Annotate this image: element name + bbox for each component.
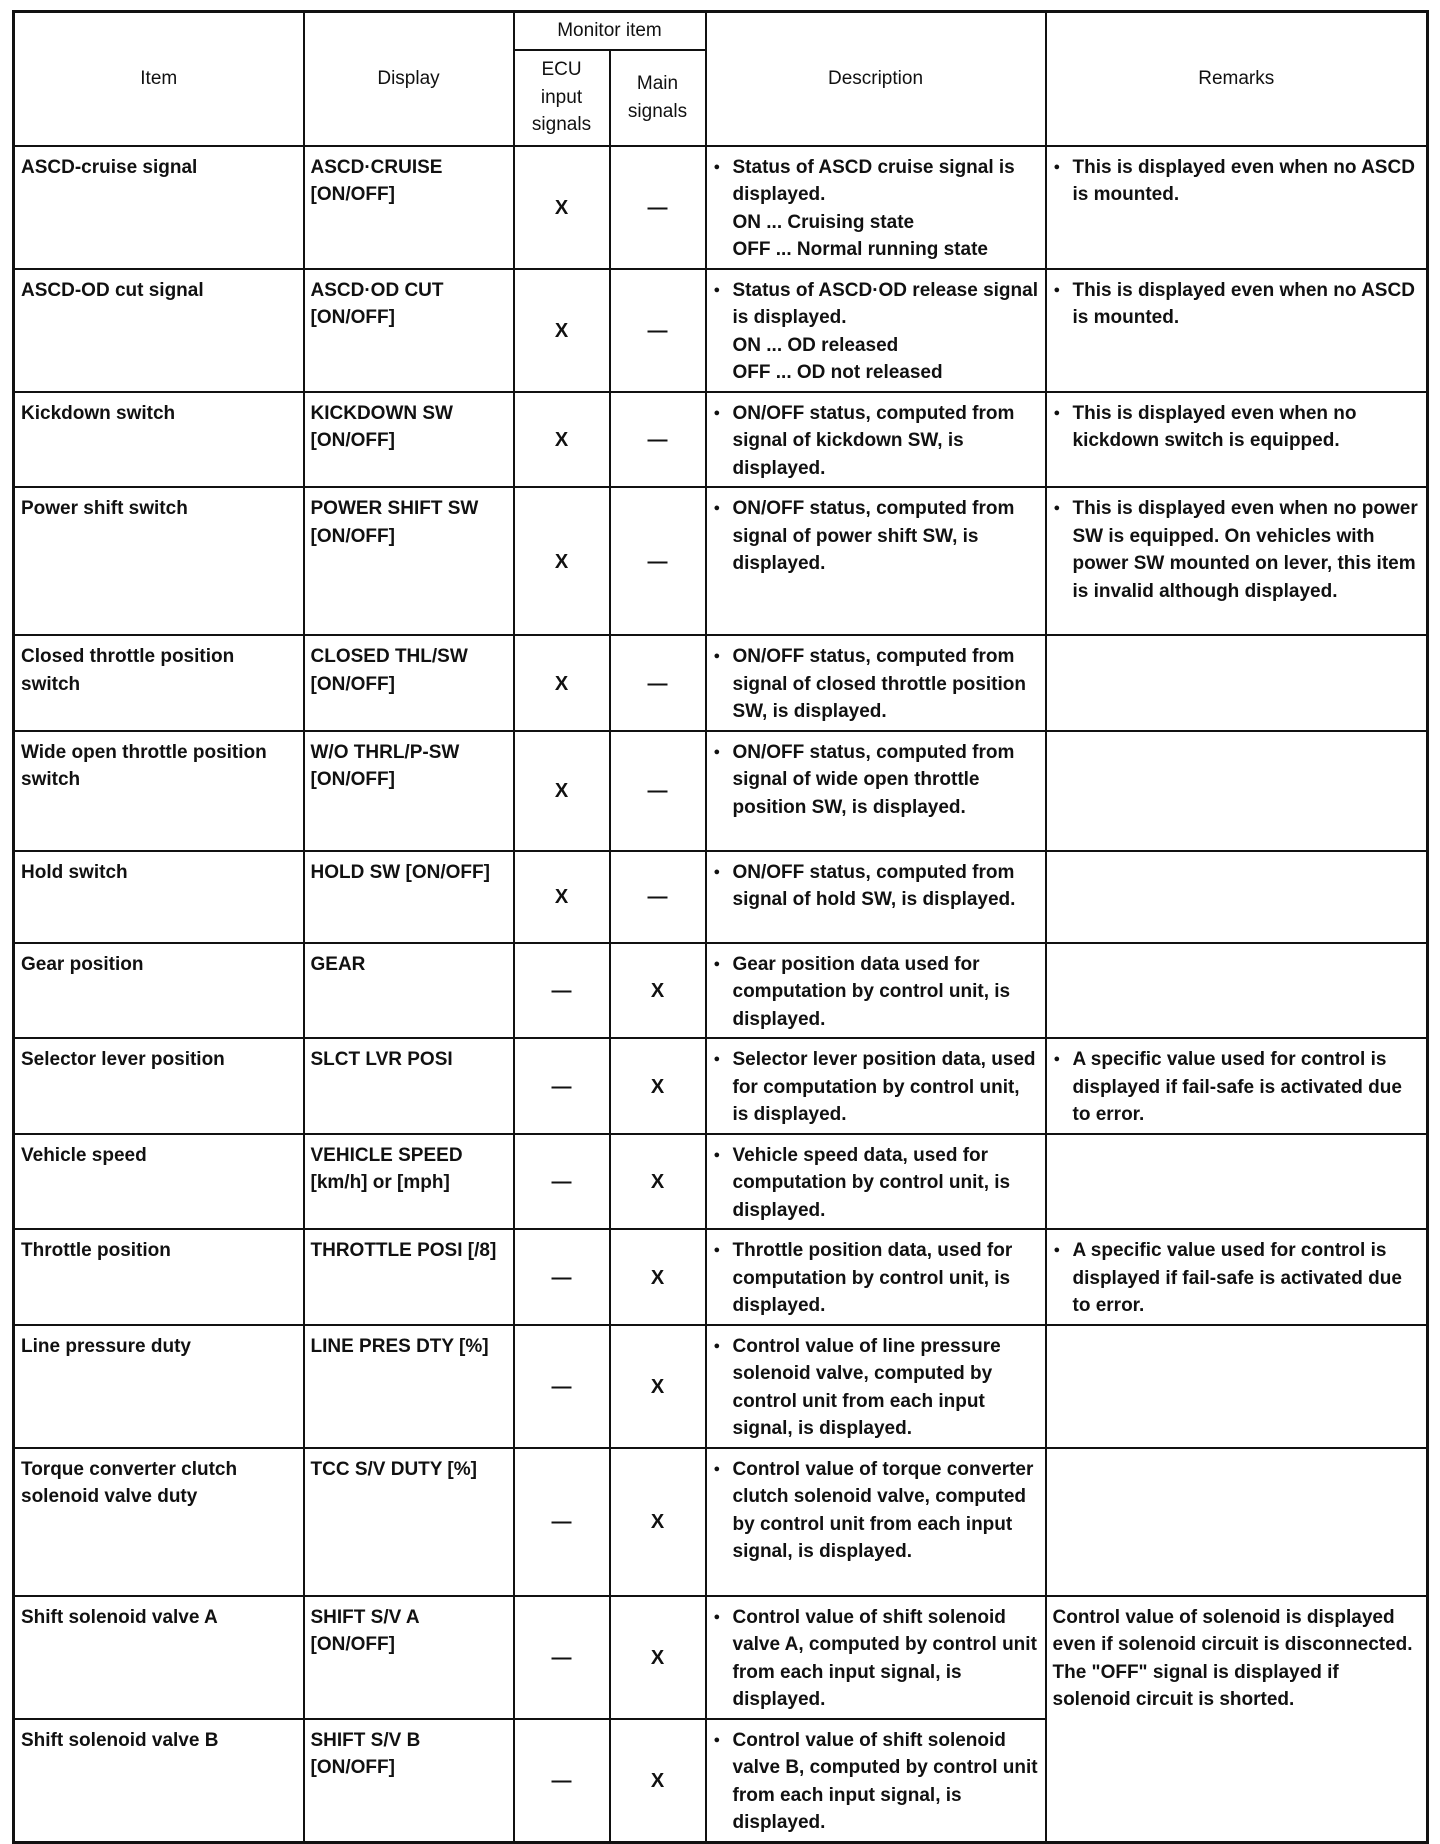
table-row: [14, 1229, 1428, 1325]
display-cell: SHIFT S/V B [ON/OFF]: [304, 1719, 514, 1843]
table-row: [14, 487, 1428, 635]
table-body: [14, 146, 1428, 1843]
item-cell: ASCD-OD cut signal: [14, 269, 304, 392]
item-cell: Line pressure duty: [14, 1325, 304, 1448]
remarks-cell: [1046, 731, 1428, 851]
table-row: [14, 269, 1428, 392]
display-cell: W/O THRL/P-SW [ON/OFF]: [304, 731, 514, 851]
ecu-input-mark: X: [514, 487, 610, 635]
description-text: ● ON/OFF status, computed from signal of closed throttle position SW, is displayed.: [713, 643, 1039, 726]
item-cell: Shift solenoid valve B: [14, 1719, 304, 1843]
table-row: [14, 1448, 1428, 1596]
ecu-input-mark: —: [514, 1325, 610, 1448]
item-cell: ASCD-cruise signal: [14, 146, 304, 269]
ecu-input-mark: X: [514, 269, 610, 392]
remarks-text: ● A specific value used for control is displayed if fail-safe is activated due to error.: [1053, 1237, 1421, 1320]
item-cell: Closed throttle position switch: [14, 635, 304, 731]
main-signal-mark: —: [610, 731, 706, 851]
table-header: [14, 12, 1428, 146]
description-cell: [706, 1229, 1046, 1325]
main-signal-mark: X: [610, 1325, 706, 1448]
header-remarks: Remarks: [1046, 12, 1428, 146]
ecu-input-mark: —: [514, 943, 610, 1039]
description-text: ● ON/OFF status, computed from signal of kickdown SW, is displayed.: [713, 400, 1039, 483]
description-text: ● Gear position data used for computation by control unit, is displayed.: [713, 951, 1039, 1034]
header-main-signals: Main signals: [610, 50, 706, 146]
item-cell: Throttle position: [14, 1229, 304, 1325]
ecu-input-mark: X: [514, 146, 610, 269]
main-signal-mark: —: [610, 269, 706, 392]
remarks-cell: [1046, 1134, 1428, 1230]
table-row: [14, 1038, 1428, 1134]
header-display: Display: [304, 12, 514, 146]
ecu-input-mark: —: [514, 1596, 610, 1719]
remarks-cell: [1046, 1325, 1428, 1448]
description-text: ● Control value of shift solenoid valve A, computed by control unit from each input signal, is displayed.: [713, 1604, 1039, 1714]
description-cell: [706, 269, 1046, 392]
description-detail: ON ... Cruising state: [732, 211, 915, 233]
description-text: ● Control value of torque converter clutch solenoid valve, computed by control unit from each input signal, is displayed.: [713, 1456, 1039, 1566]
header-ecu-input-signals: ECU input signals: [514, 50, 610, 146]
description-detail: ON ... OD released: [732, 334, 899, 356]
ecu-input-mark: —: [514, 1229, 610, 1325]
display-cell: HOLD SW [ON/OFF]: [304, 851, 514, 943]
description-cell: [706, 1038, 1046, 1134]
description-cell: [706, 392, 1046, 488]
description-cell: [706, 1448, 1046, 1596]
item-cell: Hold switch: [14, 851, 304, 943]
main-signal-mark: X: [610, 1448, 706, 1596]
description-detail: OFF ... OD not released: [732, 362, 943, 383]
ecu-input-mark: X: [514, 392, 610, 488]
table-row: [14, 1596, 1428, 1719]
remarks-cell: [1046, 269, 1428, 392]
display-cell: VEHICLE SPEED [km/h] or [mph]: [304, 1134, 514, 1230]
table-row: [14, 146, 1428, 269]
description-text: ● Status of ASCD cruise signal is displayed.: [713, 154, 1039, 209]
item-cell: Power shift switch: [14, 487, 304, 635]
remarks-cell: [1046, 635, 1428, 731]
display-cell: GEAR: [304, 943, 514, 1039]
remarks-text: ● This is displayed even when no ASCD is mounted.: [1053, 154, 1421, 209]
monitor-item-table: [12, 10, 1429, 1844]
display-cell: THROTTLE POSI [/8]: [304, 1229, 514, 1325]
main-signal-mark: X: [610, 1229, 706, 1325]
remarks-cell: [1046, 1448, 1428, 1596]
display-cell: ASCD·CRUISE [ON/OFF]: [304, 146, 514, 269]
description-text: ● ON/OFF status, computed from signal of wide open throttle position SW, is displayed.: [713, 739, 1039, 822]
description-cell: [706, 943, 1046, 1039]
display-cell: TCC S/V DUTY [%]: [304, 1448, 514, 1596]
description-text: ● Throttle position data, used for computation by control unit, is displayed.: [713, 1237, 1039, 1320]
main-signal-mark: —: [610, 392, 706, 488]
table-row: [14, 635, 1428, 731]
description-text: ● Vehicle speed data, used for computation by control unit, is displayed.: [713, 1142, 1039, 1225]
table-row: [14, 943, 1428, 1039]
display-cell: KICKDOWN SW [ON/OFF]: [304, 392, 514, 488]
remarks-cell: [1046, 943, 1428, 1039]
display-cell: CLOSED THL/SW [ON/OFF]: [304, 635, 514, 731]
display-cell: LINE PRES DTY [%]: [304, 1325, 514, 1448]
description-text: ● Selector lever position data, used for computation by control unit, is displayed.: [713, 1046, 1039, 1129]
item-cell: Vehicle speed: [14, 1134, 304, 1230]
table-row: [14, 1134, 1428, 1230]
display-cell: POWER SHIFT SW [ON/OFF]: [304, 487, 514, 635]
ecu-input-mark: X: [514, 731, 610, 851]
header-monitor-item: Monitor item: [514, 12, 706, 50]
remarks-text: ● This is displayed even when no power SW is equipped. On vehicles with power SW mounted on lever, this item is invalid although displayed.: [1053, 495, 1421, 605]
table-row: [14, 731, 1428, 851]
item-cell: Kickdown switch: [14, 392, 304, 488]
remarks-cell: [1046, 1229, 1428, 1325]
header-description: Description: [706, 12, 1046, 146]
display-cell: ASCD·OD CUT [ON/OFF]: [304, 269, 514, 392]
ecu-input-mark: —: [514, 1448, 610, 1596]
table-row: [14, 1325, 1428, 1448]
item-cell: Gear position: [14, 943, 304, 1039]
remarks-cell: [1046, 146, 1428, 269]
description-cell: [706, 635, 1046, 731]
description-cell: [706, 851, 1046, 943]
description-cell: [706, 146, 1046, 269]
remarks-cell: [1046, 392, 1428, 488]
item-cell: Shift solenoid valve A: [14, 1596, 304, 1719]
header-item: Item: [14, 12, 304, 146]
main-signal-mark: X: [610, 1596, 706, 1719]
display-cell: SLCT LVR POSI: [304, 1038, 514, 1134]
main-signal-mark: X: [610, 943, 706, 1039]
main-signal-mark: X: [610, 1038, 706, 1134]
monitor-item-sheet: [12, 10, 1426, 1844]
description-cell: [706, 731, 1046, 851]
remarks-text: ● This is displayed even when no kickdown switch is equipped.: [1053, 400, 1421, 455]
main-signal-mark: —: [610, 851, 706, 943]
main-signal-mark: X: [610, 1134, 706, 1230]
description-text: ● Control value of line pressure solenoid valve, computed by control unit from each input signal, is displayed.: [713, 1333, 1039, 1443]
ecu-input-mark: —: [514, 1719, 610, 1843]
shared-remark-cell: Control value of solenoid is displayed even if solenoid circuit is disconnected. The "OFF" signal is displayed if solenoid circuit is shorted.: [1046, 1596, 1428, 1843]
description-cell: [706, 1719, 1046, 1843]
main-signal-mark: —: [610, 146, 706, 269]
table-row: [14, 851, 1428, 943]
description-text: ● ON/OFF status, computed from signal of power shift SW, is displayed.: [713, 495, 1039, 578]
main-signal-mark: —: [610, 635, 706, 731]
description-cell: [706, 1325, 1046, 1448]
display-cell: SHIFT S/V A [ON/OFF]: [304, 1596, 514, 1719]
description-cell: [706, 1134, 1046, 1230]
remarks-cell: [1046, 487, 1428, 635]
ecu-input-mark: X: [514, 851, 610, 943]
description-cell: [706, 1596, 1046, 1719]
remarks-text: ● This is displayed even when no ASCD is mounted.: [1053, 277, 1421, 332]
main-signal-mark: X: [610, 1719, 706, 1843]
table-row: [14, 392, 1428, 488]
remarks-cell: [1046, 851, 1428, 943]
ecu-input-mark: —: [514, 1038, 610, 1134]
description-text: ● ON/OFF status, computed from signal of hold SW, is displayed.: [713, 859, 1039, 914]
description-text: ● Control value of shift solenoid valve B, computed by control unit from each input signal, is displayed.: [713, 1727, 1039, 1837]
main-signal-mark: —: [610, 487, 706, 635]
ecu-input-mark: X: [514, 635, 610, 731]
item-cell: Wide open throttle position switch: [14, 731, 304, 851]
description-text: ● Status of ASCD·OD release signal is displayed.: [713, 277, 1039, 332]
item-cell: Torque converter clutch solenoid valve duty: [14, 1448, 304, 1596]
description-detail: OFF ... Normal running state: [732, 239, 988, 260]
remarks-text: ● A specific value used for control is displayed if fail-safe is activated due to error.: [1053, 1046, 1421, 1129]
description-cell: [706, 487, 1046, 635]
ecu-input-mark: —: [514, 1134, 610, 1230]
remarks-cell: [1046, 1038, 1428, 1134]
item-cell: Selector lever position: [14, 1038, 304, 1134]
